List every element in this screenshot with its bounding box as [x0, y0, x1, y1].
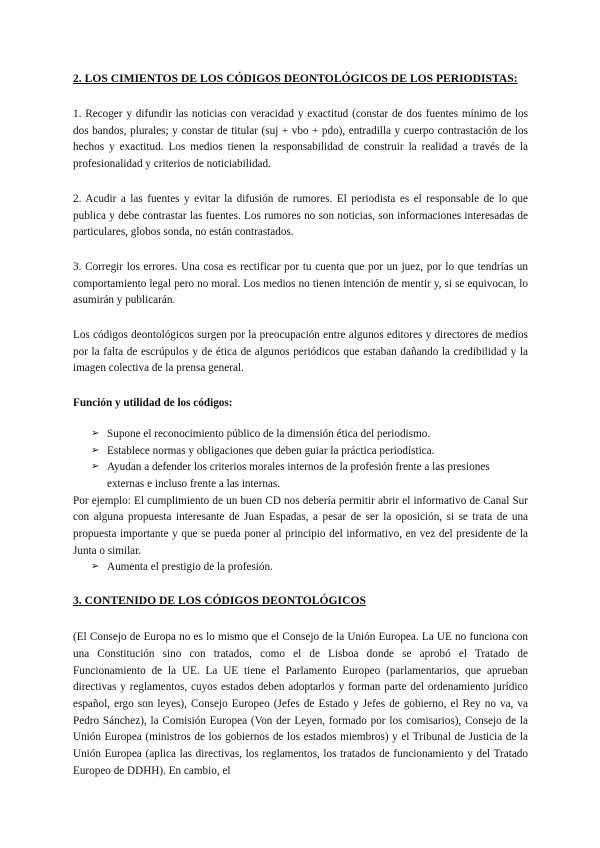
arrow-bullet-icon: ➢: [91, 444, 100, 456]
section-3-title: 3. CONTENIDO DE LOS CÓDIGOS DEONTOLÓGICOS: [73, 594, 366, 608]
arrow-bullet-icon: ➢: [91, 561, 100, 573]
paragraph-veracidad: 1. Recoger y difundir las noticias con veracidad y exactitud (constar de dos fuentes mínimo de los dos bandos, plurales; y constar de titular (suj + vbo + pdo), entradilla y cuerpo contrastación de los hechos y exactitud. Los medios tienen la responsabilidad de construir la realidad a través de la profesionalidad y criterios de noticiabilidad.: [73, 108, 528, 171]
paragraph-ejemplo: Por ejemplo: El cumplimiento de un buen CD nos debería permitir abrir el informativo de Canal Sur con alguna propuesta interesante de Juan Espadas, a pesar de ser la oposición, si se trata de una propuesta importante y que se pueda poner al principio del informativo, en vez del presidente de la Junta o similar.: [73, 494, 528, 557]
subheading-funcion: Función y utilidad de los códigos:: [73, 397, 233, 410]
arrow-bullet-icon: ➢: [91, 427, 100, 439]
list-item-text: Aumenta el prestigio de la profesión.: [107, 561, 273, 574]
section-2-title: 2. LOS CIMIENTOS DE LOS CÓDIGOS DEONTOLÓGICOS DE LOS PERIODISTAS:: [73, 72, 518, 85]
list-item-text: Ayudan a defender los criterios morales internos de la profesión frente a las presiones externas e incluso frente a las internas.: [107, 461, 490, 490]
list-item-text: Establece normas y obligaciones que deben guiar la práctica periodística.: [107, 444, 435, 457]
list-item: [91, 459, 528, 492]
paragraph-errores: 3. Corregir los errores. Una cosa es rectificar por tu cuenta que por un juez, por lo que tendrías un comportamiento legal pero no moral. Los medios no tienen intención de mentir y, si se equivocan, lo asumirán y publicarán.: [73, 260, 528, 307]
list-item: [91, 559, 528, 576]
bullet-list-funciones: [73, 426, 528, 493]
list-item-text: Supone el reconocimiento público de la dimensión ética del periodismo.: [107, 427, 431, 440]
list-item: [91, 426, 528, 443]
paragraph-fuentes: 2. Acudir a las fuentes y evitar la difusión de rumores. El periodista es el responsable de lo que publica y debe contrastar las fuentes. Los rumores no son noticias, son informaciones interesadas de particulares, globos sonda, no están contrastados.: [73, 192, 528, 239]
list-item: [91, 443, 528, 460]
arrow-bullet-icon: ➢: [91, 461, 100, 473]
paragraph-consejo-europa: (El Consejo de Europa no es lo mismo que el Consejo de la Unión Europea. La UE no funciona con una Constitución sino con tratados, como el de Lisboa donde se aprobó el Tratado de Funcionamiento de la UE. La UE tiene el Parlamento Europeo (parlamentarios, que aprueban directivas y reglamentos, cuyos estados deben adoptarlos y forman parte del ordenamiento jurídico español, ergo son leyes), Consejo Europeo (Jefes de Estado y Jefes de gobierno, el Rey no va, va Pedro Sánchez), la Comisión Europea (Von der Leyen, formado por los comisarios), Consejo de la Unión Europea (ministros de los gobiernos de los estados miembros) y el Tribunal de Justicia de la Unión Europea (aplica las directivas, los reglamentos, los tratados de funcionamiento y del Tratado Europeo de DDHH). En cambio, el: [73, 631, 528, 777]
bullet-list-prestigio: [73, 559, 528, 576]
paragraph-origen-codigos: Los códigos deontológicos surgen por la preocupación entre algunos editores y directores de medios por la falta de escrúpulos y de ética de algunos periódicos que estaban dañando la credibilidad y la imagen colectiva de la prensa general.: [73, 329, 528, 375]
